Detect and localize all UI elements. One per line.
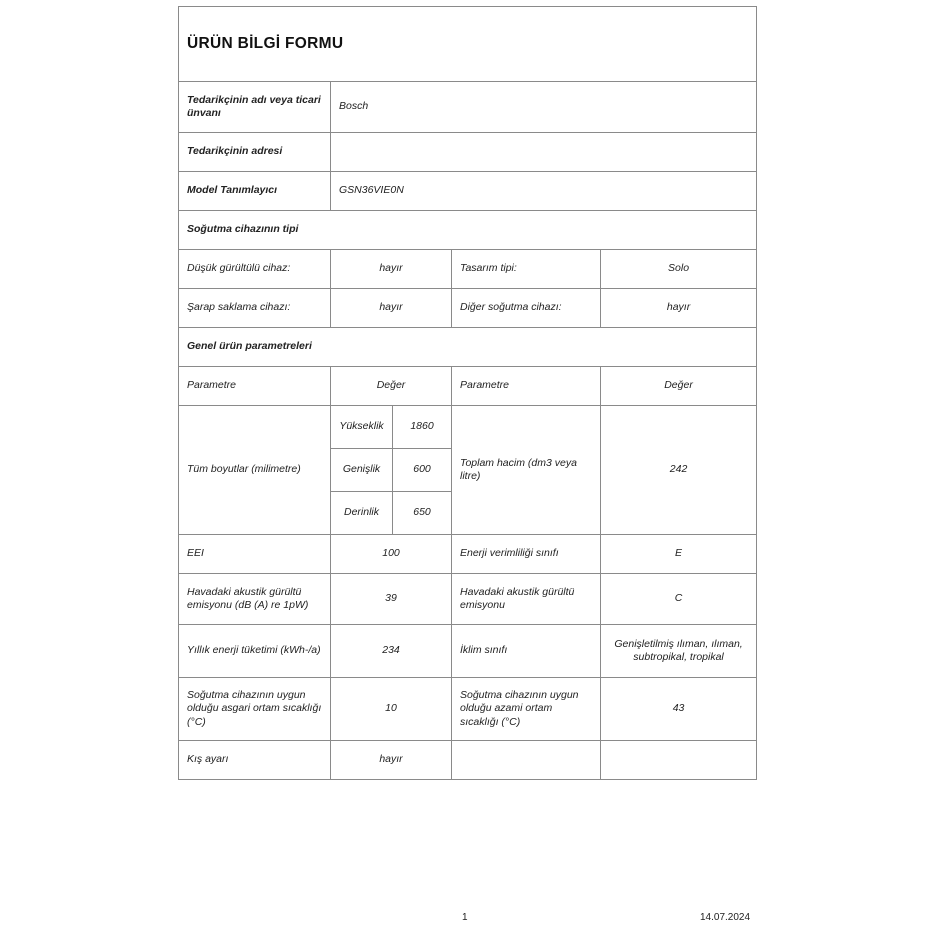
width-value: 600	[393, 449, 452, 492]
appliance-type-section-label: Soğutma cihazının tipi	[179, 211, 757, 250]
depth-label: Derinlik	[331, 492, 393, 535]
footer-page-number: 1	[462, 912, 468, 923]
min-ambient-value: 10	[331, 678, 452, 741]
dimensions-label: Tüm boyutlar (milimetre)	[179, 406, 331, 535]
supplier-name-value: Bosch	[331, 82, 757, 133]
wine-storage-label: Şarap saklama cihazı:	[179, 289, 331, 328]
product-fiche-sheet	[178, 6, 756, 780]
ambient-temperature-row	[179, 678, 757, 741]
supplier-address-value	[331, 133, 757, 172]
wine-storage-value: hayır	[331, 289, 452, 328]
page-title: ÜRÜN BİLGİ FORMU	[187, 35, 344, 53]
annual-energy-row	[179, 625, 757, 678]
low-noise-value: hayır	[331, 250, 452, 289]
design-type-label: Tasarım tipi:	[452, 250, 601, 289]
energy-class-label: Enerji verimliliği sınıfı	[452, 535, 601, 574]
energy-class-value: E	[601, 535, 757, 574]
parameters-header-row	[179, 367, 757, 406]
model-identifier-row	[179, 172, 757, 211]
model-identifier-label: Model Tanımlayıcı	[179, 172, 331, 211]
appliance-type-section-row	[179, 211, 757, 250]
width-label: Genişlik	[331, 449, 393, 492]
low-noise-label: Düşük gürültülü cihaz:	[179, 250, 331, 289]
eei-label: EEI	[179, 535, 331, 574]
model-identifier-value: GSN36VIE0N	[331, 172, 757, 211]
depth-value: 650	[393, 492, 452, 535]
wine-storage-row	[179, 289, 757, 328]
min-ambient-label: Soğutma cihazının uygun olduğu asgari ortam sıcaklığı (°C)	[179, 678, 331, 741]
value-column-header-2: Değer	[601, 367, 757, 406]
winter-setting-value: hayır	[331, 741, 452, 780]
design-type-value: Solo	[601, 250, 757, 289]
empty-label-cell	[452, 741, 601, 780]
noise-emission-row	[179, 574, 757, 625]
low-noise-row	[179, 250, 757, 289]
empty-value-cell	[601, 741, 757, 780]
noise-emission-label: Havadaki akustik gürültü emisyonu (dB (A) re 1pW)	[179, 574, 331, 625]
supplier-name-row	[179, 82, 757, 133]
supplier-address-label: Tedarikçinin adresi	[179, 133, 331, 172]
product-information-table	[178, 6, 757, 780]
parameter-column-header-2: Parametre	[452, 367, 601, 406]
annual-energy-value: 234	[331, 625, 452, 678]
other-cooling-label: Diğer soğutma cihazı:	[452, 289, 601, 328]
height-value: 1860	[393, 406, 452, 449]
eei-value: 100	[331, 535, 452, 574]
total-volume-value: 242	[601, 406, 757, 535]
general-parameters-section-label: Genel ürün parametreleri	[179, 328, 757, 367]
total-volume-label: Toplam hacim (dm3 veya litre)	[452, 406, 601, 535]
noise-emission-value: 39	[331, 574, 452, 625]
parameter-column-header-1: Parametre	[179, 367, 331, 406]
max-ambient-value: 43	[601, 678, 757, 741]
height-label: Yükseklik	[331, 406, 393, 449]
climate-class-value: Genişletilmiş ılıman, ılıman, subtropikal, tropikal	[601, 625, 757, 678]
winter-setting-label: Kış ayarı	[179, 741, 331, 780]
winter-setting-row	[179, 741, 757, 780]
climate-class-label: İklim sınıfı	[452, 625, 601, 678]
dimensions-row-height	[179, 406, 757, 449]
general-parameters-section-row	[179, 328, 757, 367]
noise-class-value: C	[601, 574, 757, 625]
annual-energy-label: Yıllık enerji tüketimi (kWh-/a)	[179, 625, 331, 678]
other-cooling-value: hayır	[601, 289, 757, 328]
max-ambient-label: Soğutma cihazının uygun olduğu azami ortam sıcaklığı (°C)	[452, 678, 601, 741]
supplier-name-label: Tedarikçinin adı veya ticari ünvanı	[179, 82, 331, 133]
title-cell	[179, 7, 757, 82]
value-column-header-1: Değer	[331, 367, 452, 406]
supplier-address-row	[179, 133, 757, 172]
footer-date: 14.07.2024	[700, 912, 751, 923]
title-row	[179, 7, 757, 82]
eei-row	[179, 535, 757, 574]
noise-class-label: Havadaki akustik gürültü emisyonu	[452, 574, 601, 625]
